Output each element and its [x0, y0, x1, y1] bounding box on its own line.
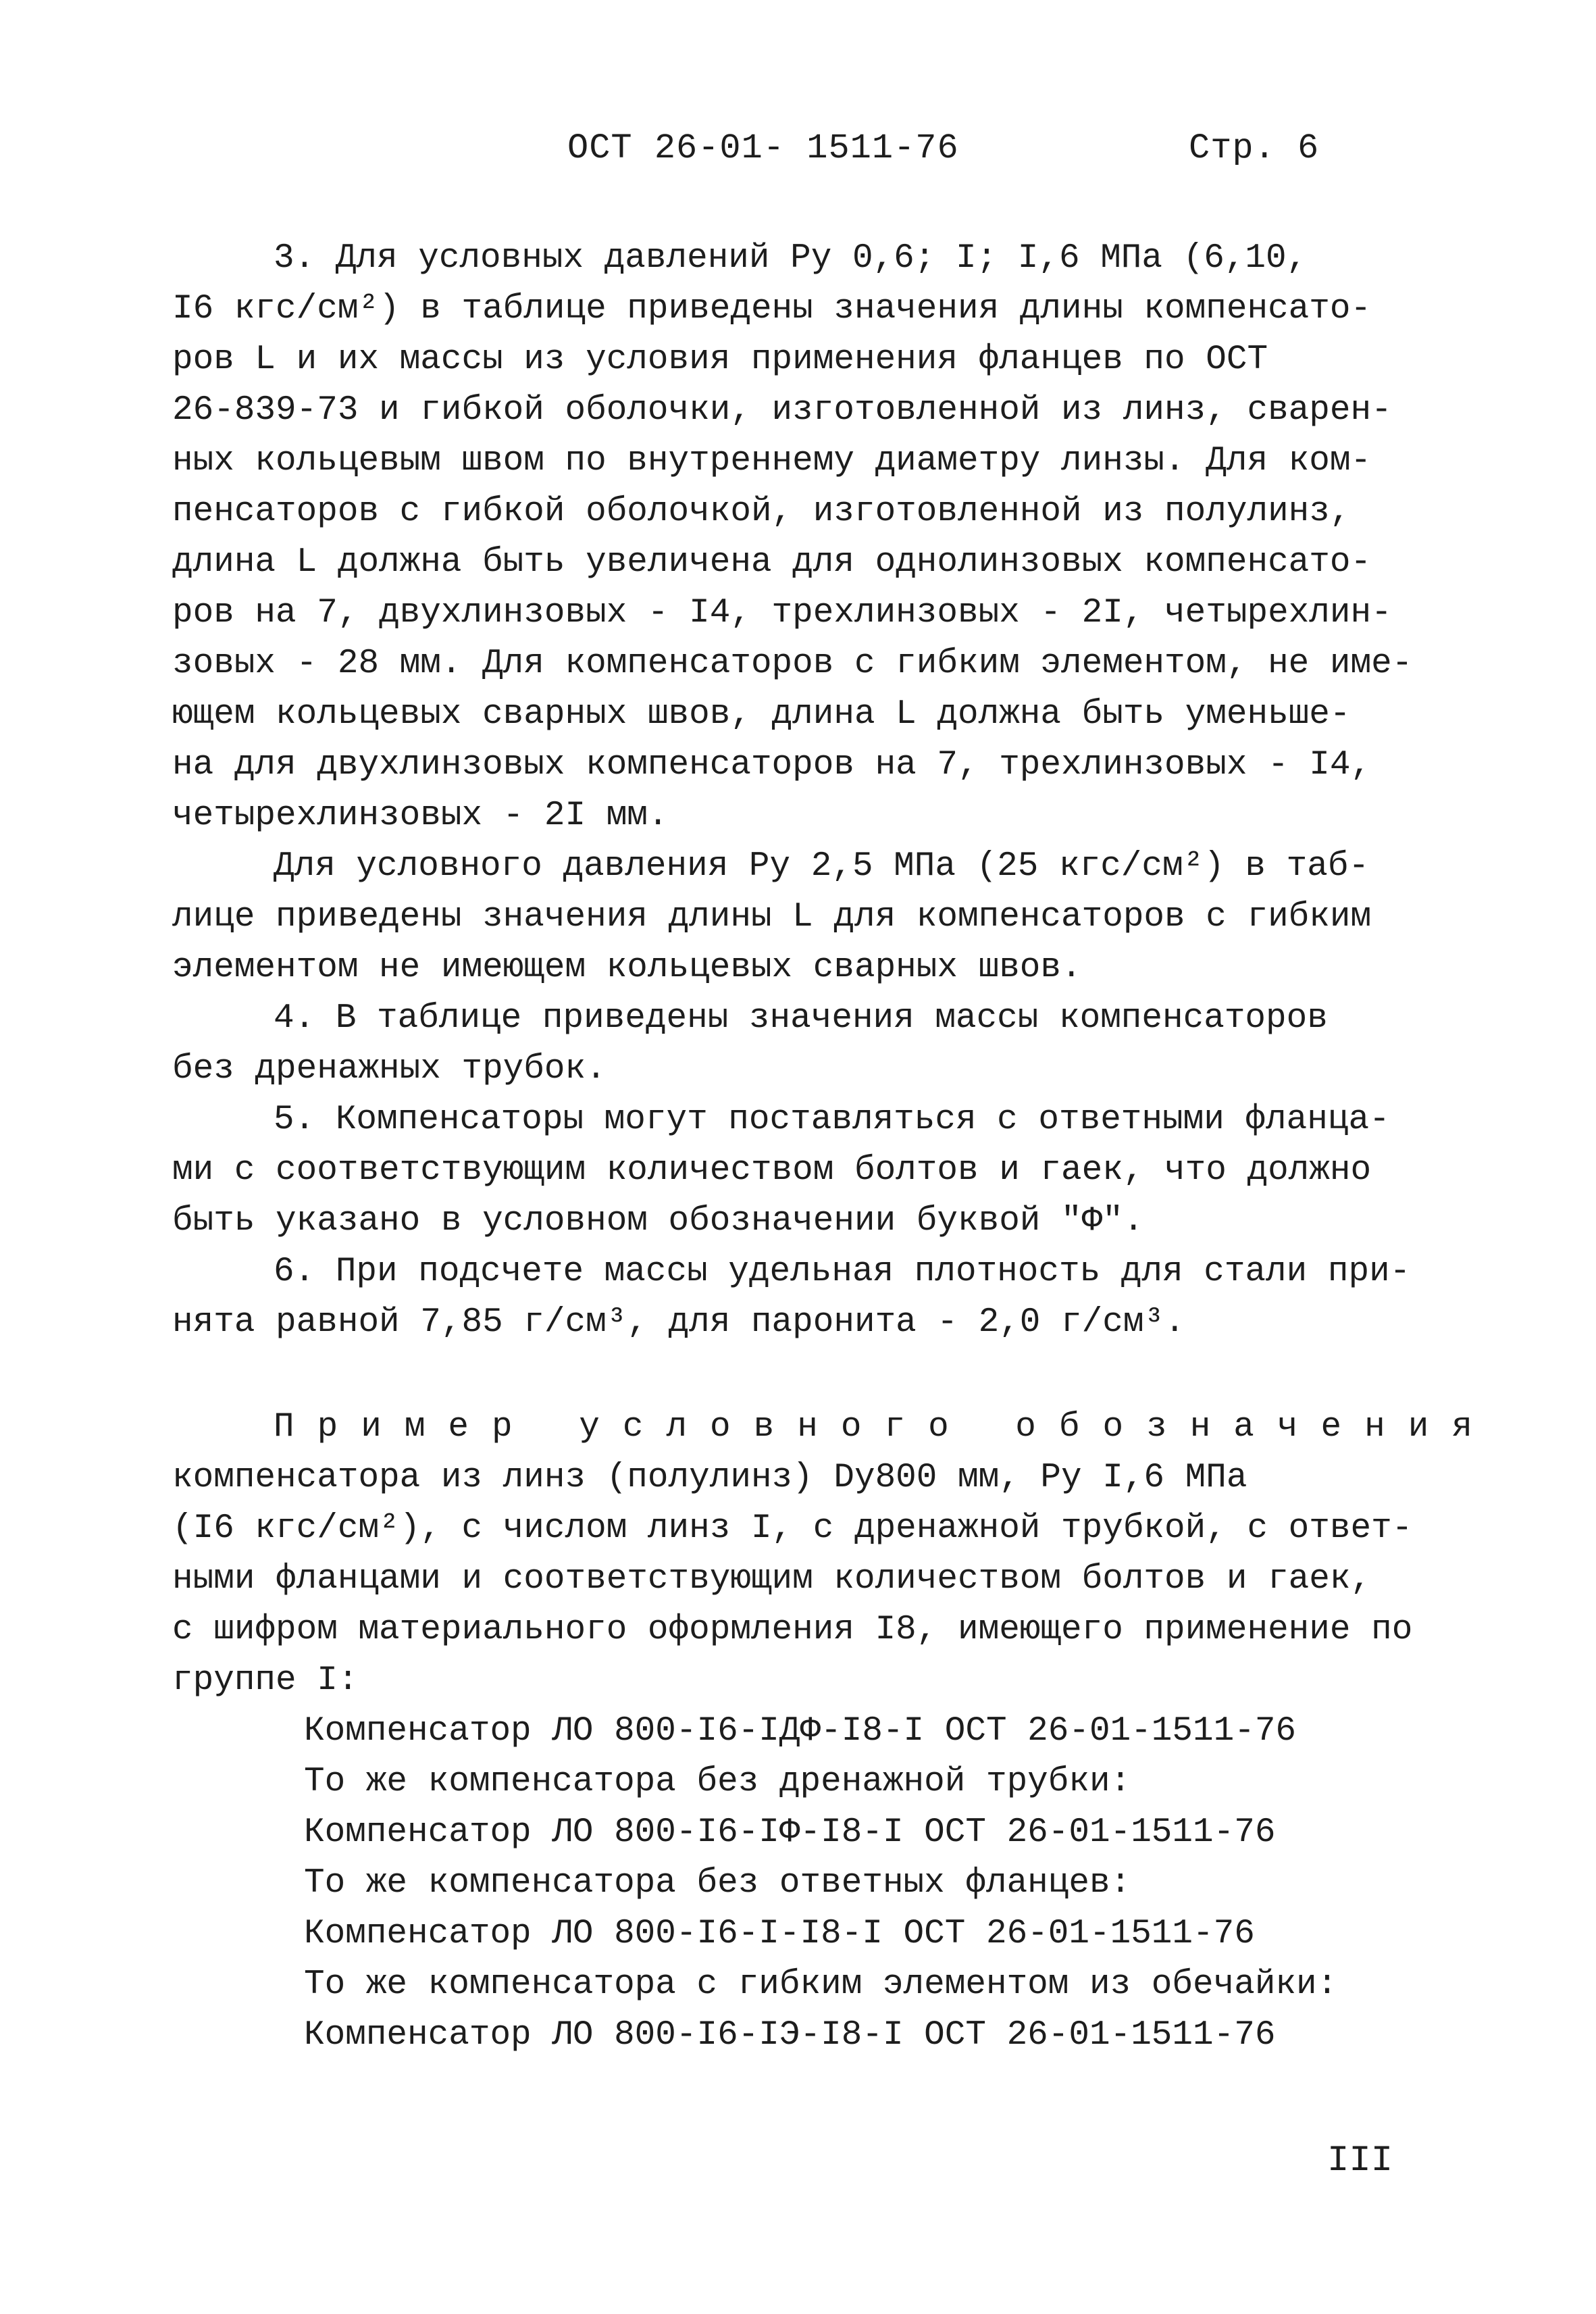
text-line: лице приведены значения длины L для компенсаторов с гибким — [172, 898, 1372, 936]
text-line: без дренажных трубок. — [172, 1050, 607, 1088]
text-line: ных кольцевым швом по внутреннему диаметру линзы. Для ком- — [172, 442, 1372, 480]
designation-list — [172, 1706, 1442, 2061]
text-line: компенсатора из линз (полулинз) Dу800 мм, Pу I,6 МПа — [172, 1459, 1247, 1497]
paragraph-5 — [172, 1095, 1442, 1247]
designation-line: То же компенсатора без дренажной трубки: — [304, 1763, 1131, 1801]
text-line: 4. В таблице приведены значения массы компенсаторов — [274, 999, 1328, 1038]
page-number: III — [1327, 2140, 1393, 2182]
designation-line: Компенсатор ЛО 800-I6-IДФ-I8-I ОСТ 26-01-1511-76 — [304, 1712, 1297, 1751]
text-line: длина L должна быть увеличена для однолинзовых компенсато- — [172, 543, 1372, 582]
text-line: ров L и их массы из условия применения фланцев по ОСТ — [172, 341, 1268, 379]
text-line: (I6 кгс/см²), с числом линз I, с дренажной трубкой, с ответ- — [172, 1509, 1413, 1548]
designation-line: То же компенсатора с гибким элементом из обечайки: — [304, 1965, 1338, 2004]
designation-line: То же компенсатора без ответных фланцев: — [304, 1864, 1131, 1903]
paragraph-3 — [172, 233, 1442, 841]
text-line: зовых - 28 мм. Для компенсаторов с гибким элементом, не име- — [172, 645, 1413, 683]
designation-line: Компенсатор ЛО 800-I6-IЭ-I8-I ОСТ 26-01-1511-76 — [304, 2016, 1276, 2055]
text-line: на для двухлинзовых компенсаторов на 7, трехлинзовых - I4, — [172, 746, 1372, 784]
example-section — [172, 1402, 1495, 2061]
paragraph-4 — [172, 993, 1442, 1095]
text-line: 5. Компенсаторы могут поставляться с ответными фланца- — [274, 1101, 1390, 1139]
text-line: ров на 7, двухлинзовых - I4, трехлинзовых - 2I, четырехлин- — [172, 594, 1392, 632]
text-line: ющем кольцевых сварных швов, длина L должна быть уменьше- — [172, 695, 1351, 734]
text-line: элементом не имеющем кольцевых сварных швов. — [172, 949, 1082, 987]
text-line: 6. При подсчете массы удельная плотность для стали при- — [274, 1253, 1411, 1291]
text-line: пенсаторов с гибкой оболочкой, изготовленной из полулинз, — [172, 493, 1351, 531]
example-heading: Пример условного обозначения — [274, 1408, 1495, 1447]
text-line: ми с соответствующим количеством болтов и гаек, что должно — [172, 1151, 1372, 1190]
text-line: 3. Для условных давлений Pу 0,6; I; I,6 МПа (6,10, — [274, 239, 1308, 278]
paragraph-pressure-2-5 — [172, 841, 1442, 993]
page-label: Стр. 6 — [1189, 128, 1320, 168]
text-line: 26-839-73 и гибкой оболочки, изготовленной из линз, сварен- — [172, 391, 1392, 430]
designation-line: Компенсатор ЛО 800-I6-IФ-I8-I ОСТ 26-01-1511-76 — [304, 1813, 1276, 1852]
text-line: с шифром материального оформления I8, имеющего применение по — [172, 1611, 1413, 1649]
document-number: ОСТ 26-01- 1511-76 — [567, 128, 959, 168]
text-line: ными фланцами и соответствующим количеством болтов и гаек, — [172, 1560, 1372, 1599]
text-line: нята равной 7,85 г/см³, для паронита - 2,0 г/см³. — [172, 1303, 1185, 1342]
body-text — [172, 233, 1495, 2061]
paragraph-6 — [172, 1247, 1442, 1348]
text-line: Для условного давления Pу 2,5 МПа (25 кгс/см²) в таб- — [274, 847, 1370, 886]
text-line: быть указано в условном обозначении буквой "Ф". — [172, 1202, 1144, 1240]
designation-line: Компенсатор ЛО 800-I6-I-I8-I ОСТ 26-01-1511-76 — [304, 1915, 1255, 1953]
section-spacer — [172, 1348, 1442, 1402]
text-line: группе I: — [172, 1661, 359, 1700]
text-line: четырехлинзовых - 2I мм. — [172, 797, 669, 835]
text-line: I6 кгс/см²) в таблице приведены значения длины компенсато- — [172, 290, 1372, 328]
